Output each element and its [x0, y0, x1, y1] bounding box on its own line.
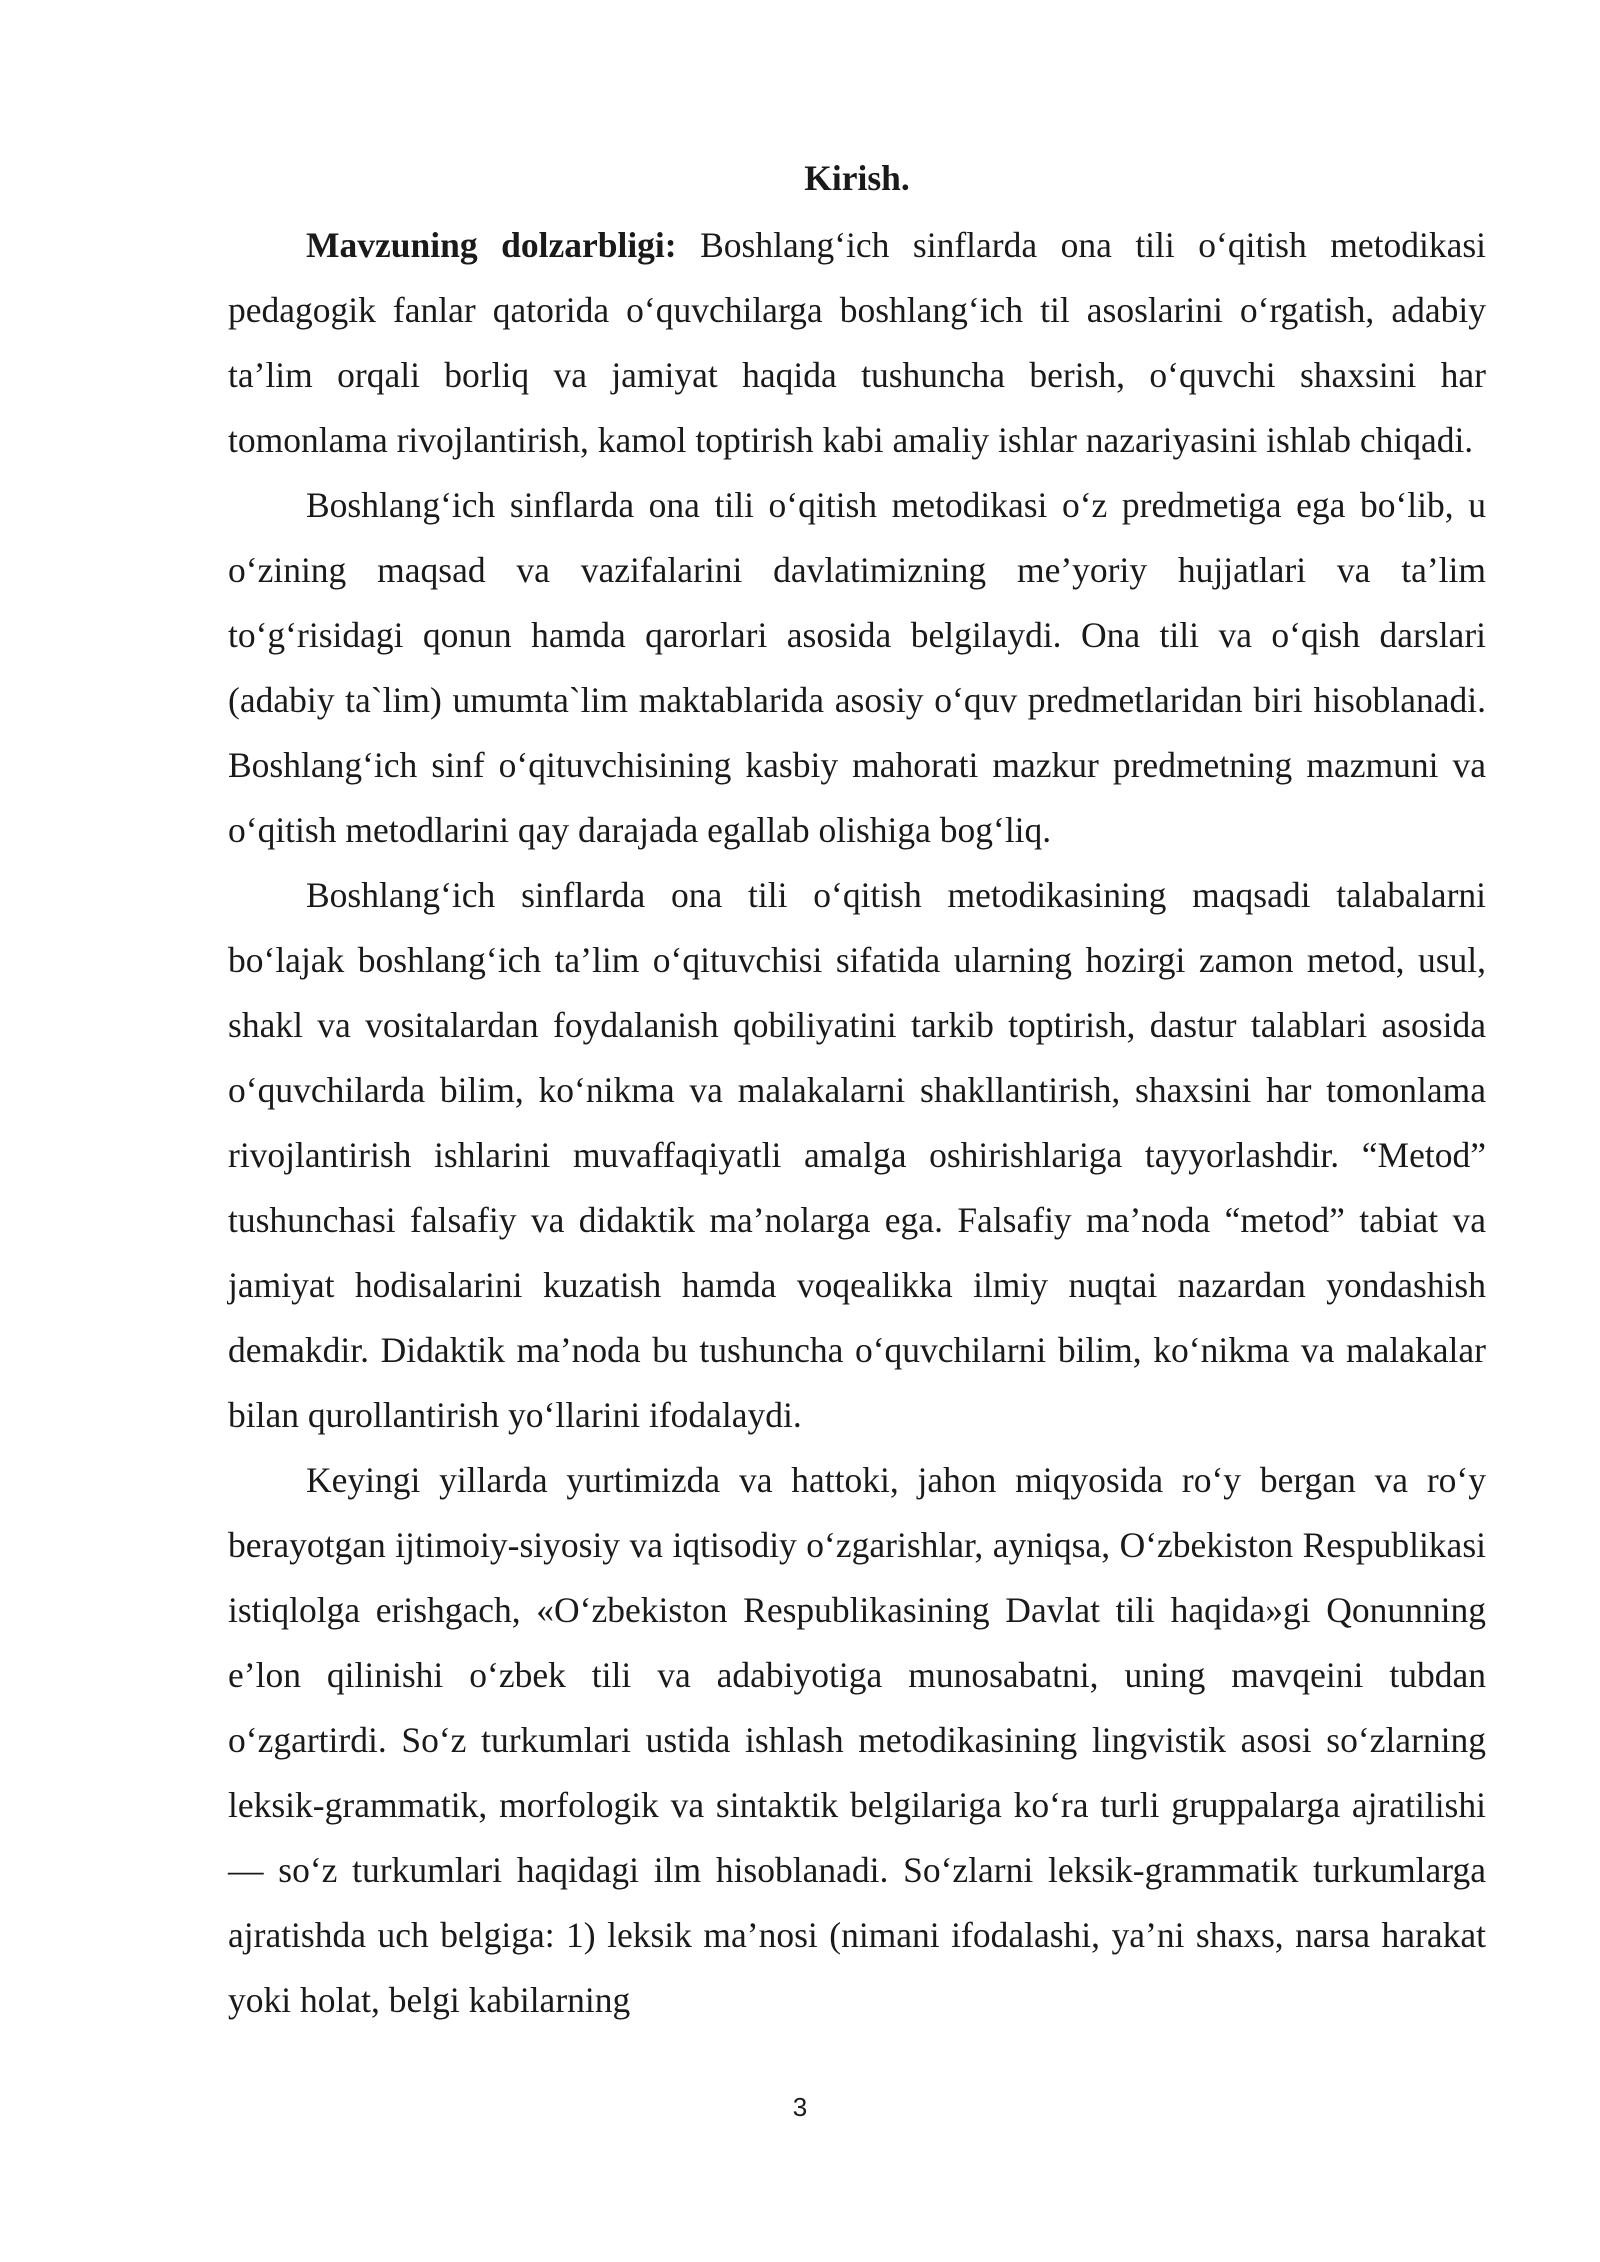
paragraph-text: Boshlang‘ich sinflarda ona tili o‘qitish metodikasining maqsadi talabalarni bo‘lajak boshlang‘ich ta’lim o‘qituvchisi sifatida ularning hozirgi zamon metod, usul, shakl va vositalardan foydalanish qobiliyatini tarkib toptirish, dastur talablari asosida o‘quvchilarda bilim, ko‘nikma va malakalarni shakllantirish, shaxsini har tomonlama rivojlantirish ishlarini muvaffaqiyatli amalga oshirishlariga tayyorlashdir. “Metod” tushunchasi falsafiy va didaktik ma’nolarga ega. Falsafiy ma’noda “metod” tabiat va jamiyat hodisalarini kuzatish hamda voqealikka ilmiy nuqtai nazardan yondashish demakdir. Didaktik ma’noda bu tushuncha o‘quvchilarni bilim, ko‘nikma va malakalar bilan qurollantirish yo‘llarini ifodalaydi. [228, 875, 1486, 1435]
paragraph-2 [228, 473, 1486, 863]
paragraph-3 [228, 863, 1486, 1448]
paragraph-1 [228, 213, 1486, 473]
paragraph-lead: Mavzuning dolzarbligi: [306, 225, 677, 265]
page-title: Kirish. [804, 158, 910, 198]
document-page [228, 148, 1486, 2033]
paragraph-4 [228, 1448, 1486, 2033]
page-number: 3 [792, 2092, 808, 2122]
paragraph-text: Boshlang‘ich sinflarda ona tili o‘qitish metodikasi o‘z predmetiga ega bo‘lib, u o‘zining maqsad va vazifalarini davlatimizning me’yoriy hujjatlari va ta’lim to‘g‘risidagi qonun hamda qarorlari asosida belgilaydi. Ona tili va o‘qish darslari (adabiy ta`lim) umumta`lim maktablarida asosiy o‘quv predmetlaridan biri hisoblanadi. Boshlang‘ich sinf o‘qituvchisining kasbiy mahorati mazkur predmetning mazmuni va o‘qitish metodlarini qay darajada egallab olishiga bog‘liq. [228, 485, 1486, 850]
paragraph-text: Boshlang‘ich sinflarda ona tili o‘qitish metodikasi pedagogik fanlar qatorida o‘quvchilarga boshlang‘ich til asoslarini o‘rgatish, adabiy ta’lim orqali borliq va jamiyat haqida tushuncha berish, o‘quvchi shaxsini har tomonlama rivojlantirish, kamol toptirish kabi amaliy ishlar nazariyasini ishlab chiqadi. [228, 225, 1486, 460]
paragraph-text: Keyingi yillarda yurtimizda va hattoki, jahon miqyosida ro‘y bergan va ro‘y berayotgan ijtimoiy-siyosiy va iqtisodiy o‘zgarishlar, ayniqsa, O‘zbekiston Respublikasi istiqlolga erishgach, «O‘zbekiston Respublikasining Davlat tili haqida»gi Qonunning e’lon qilinishi o‘zbek tili va adabiyotiga munosabatni, uning mavqeini tubdan o‘zgartirdi. So‘z turkumlari ustida ishlash metodikasining lingvistik asosi so‘zlarning leksik-grammatik, morfologik va sintaktik belgilariga ko‘ra turli gruppalarga ajratilishi — so‘z turkumlari haqidagi ilm hisoblanadi. So‘zlarni leksik-grammatik turkumlarga ajratishda uch belgiga: 1) leksik ma’nosi (nimani ifodalashi, ya’ni shaxs, narsa harakat yoki holat, belgi kabilarning [228, 1460, 1486, 2020]
